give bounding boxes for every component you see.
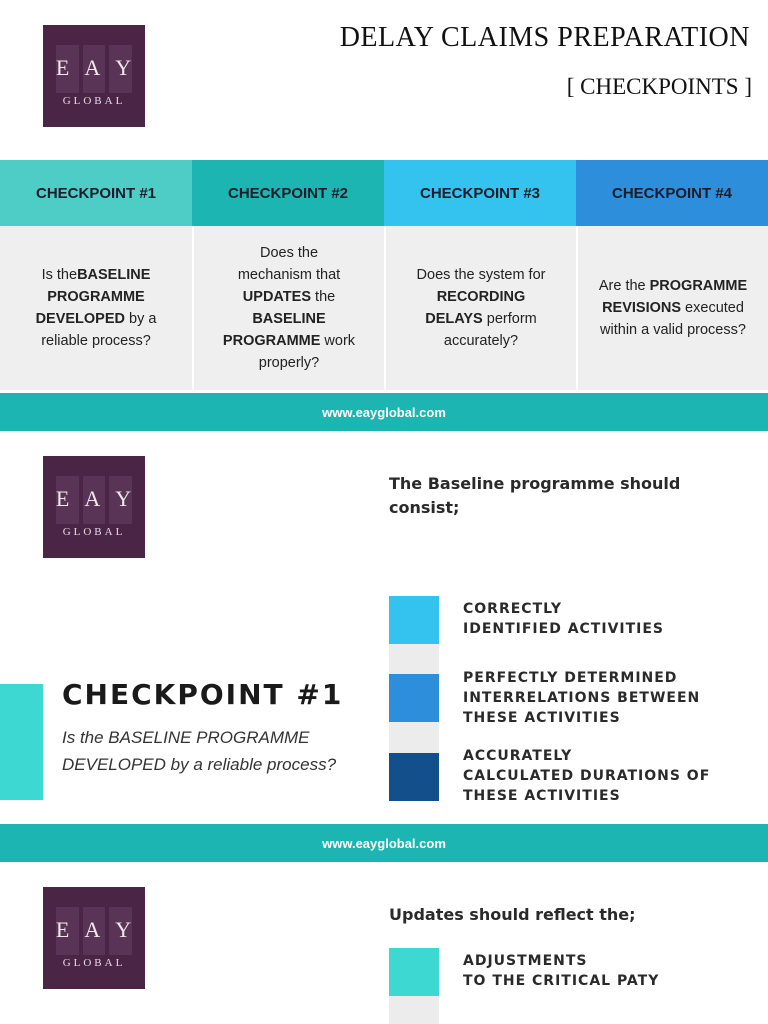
checkpoint-header-row <box>0 160 768 226</box>
checkpoint-1-title: CHECKPOINT #1 <box>62 678 344 711</box>
checkpoint-2-question <box>192 226 384 390</box>
checkpoint-body-row <box>0 226 768 390</box>
question-text: perform accurately? <box>443 311 537 349</box>
emphasis-text: RECORDING DELAYS <box>425 289 526 327</box>
eay-global-logo: E A Y GLOBAL <box>43 25 145 127</box>
checkpoint-3-question <box>384 226 576 390</box>
list-connector <box>389 644 439 674</box>
question-text: Is the <box>41 267 78 283</box>
question-text: work properly? <box>258 333 356 371</box>
list-item: CORRECTLY IDENTIFIED ACTIVITIES <box>463 601 665 637</box>
question-text: Are the <box>598 278 650 294</box>
list-marker-3 <box>389 753 439 801</box>
list-marker-4 <box>389 948 439 996</box>
list-connector <box>389 996 439 1024</box>
list-item: ACCURATELY CALCULATED DURATIONS OF THESE ACTIVITIES <box>463 748 711 804</box>
checkpoint-1-question <box>0 226 192 390</box>
page-subtitle: [ CHECKPOINTS ] <box>566 74 752 99</box>
emphasis-text: UPDATES <box>242 289 312 305</box>
emphasis-text: PROGRAMME REVISIONS <box>602 278 748 316</box>
question-text: executed within a valid process? <box>600 300 746 338</box>
page-title: DELAY CLAIMS PREPARATION <box>339 22 750 53</box>
list-item: PERFECTLY DETERMINED INTERRELATIONS BETWEEN THESE ACTIVITIES <box>463 670 701 726</box>
list-connector <box>389 722 439 753</box>
question-text: Does the system for <box>416 267 546 283</box>
question-text: the <box>311 289 336 305</box>
website-banner-2[interactable]: www.eayglobal.com <box>0 824 768 862</box>
emphasis-text: BASELINE PROGRAMME <box>222 311 326 349</box>
question-text: by a reliable process? <box>41 311 157 349</box>
emphasis-text: BASELINE PROGRAMME DEVELOPED <box>35 267 151 327</box>
question-text: Does the mechanism that <box>237 245 341 283</box>
eay-global-logo-3: E A Y GLOBAL <box>43 887 145 989</box>
checkpoint-3-header: CHECKPOINT #3 <box>384 160 576 226</box>
checkpoint-4-header: CHECKPOINT #4 <box>576 160 768 226</box>
list-item: ADJUSTMENTS TO THE CRITICAL PATY <box>463 953 660 989</box>
checkpoint-1-question-detail: Is the BASELINE PROGRAMME DEVELOPED by a reliable process? <box>62 728 337 774</box>
list-marker-1 <box>389 596 439 644</box>
checkpoint-2-header: CHECKPOINT #2 <box>192 160 384 226</box>
website-banner[interactable]: www.eayglobal.com <box>0 393 768 431</box>
updates-heading: Updates should reflect the; <box>389 905 636 924</box>
eay-global-logo-2: E A Y GLOBAL <box>43 456 145 558</box>
checkpoint-4-question <box>576 226 768 390</box>
accent-block <box>0 684 43 800</box>
baseline-heading: The Baseline programme should consist; <box>389 474 681 517</box>
checkpoint-1-header: CHECKPOINT #1 <box>0 160 192 226</box>
list-marker-2 <box>389 674 439 722</box>
